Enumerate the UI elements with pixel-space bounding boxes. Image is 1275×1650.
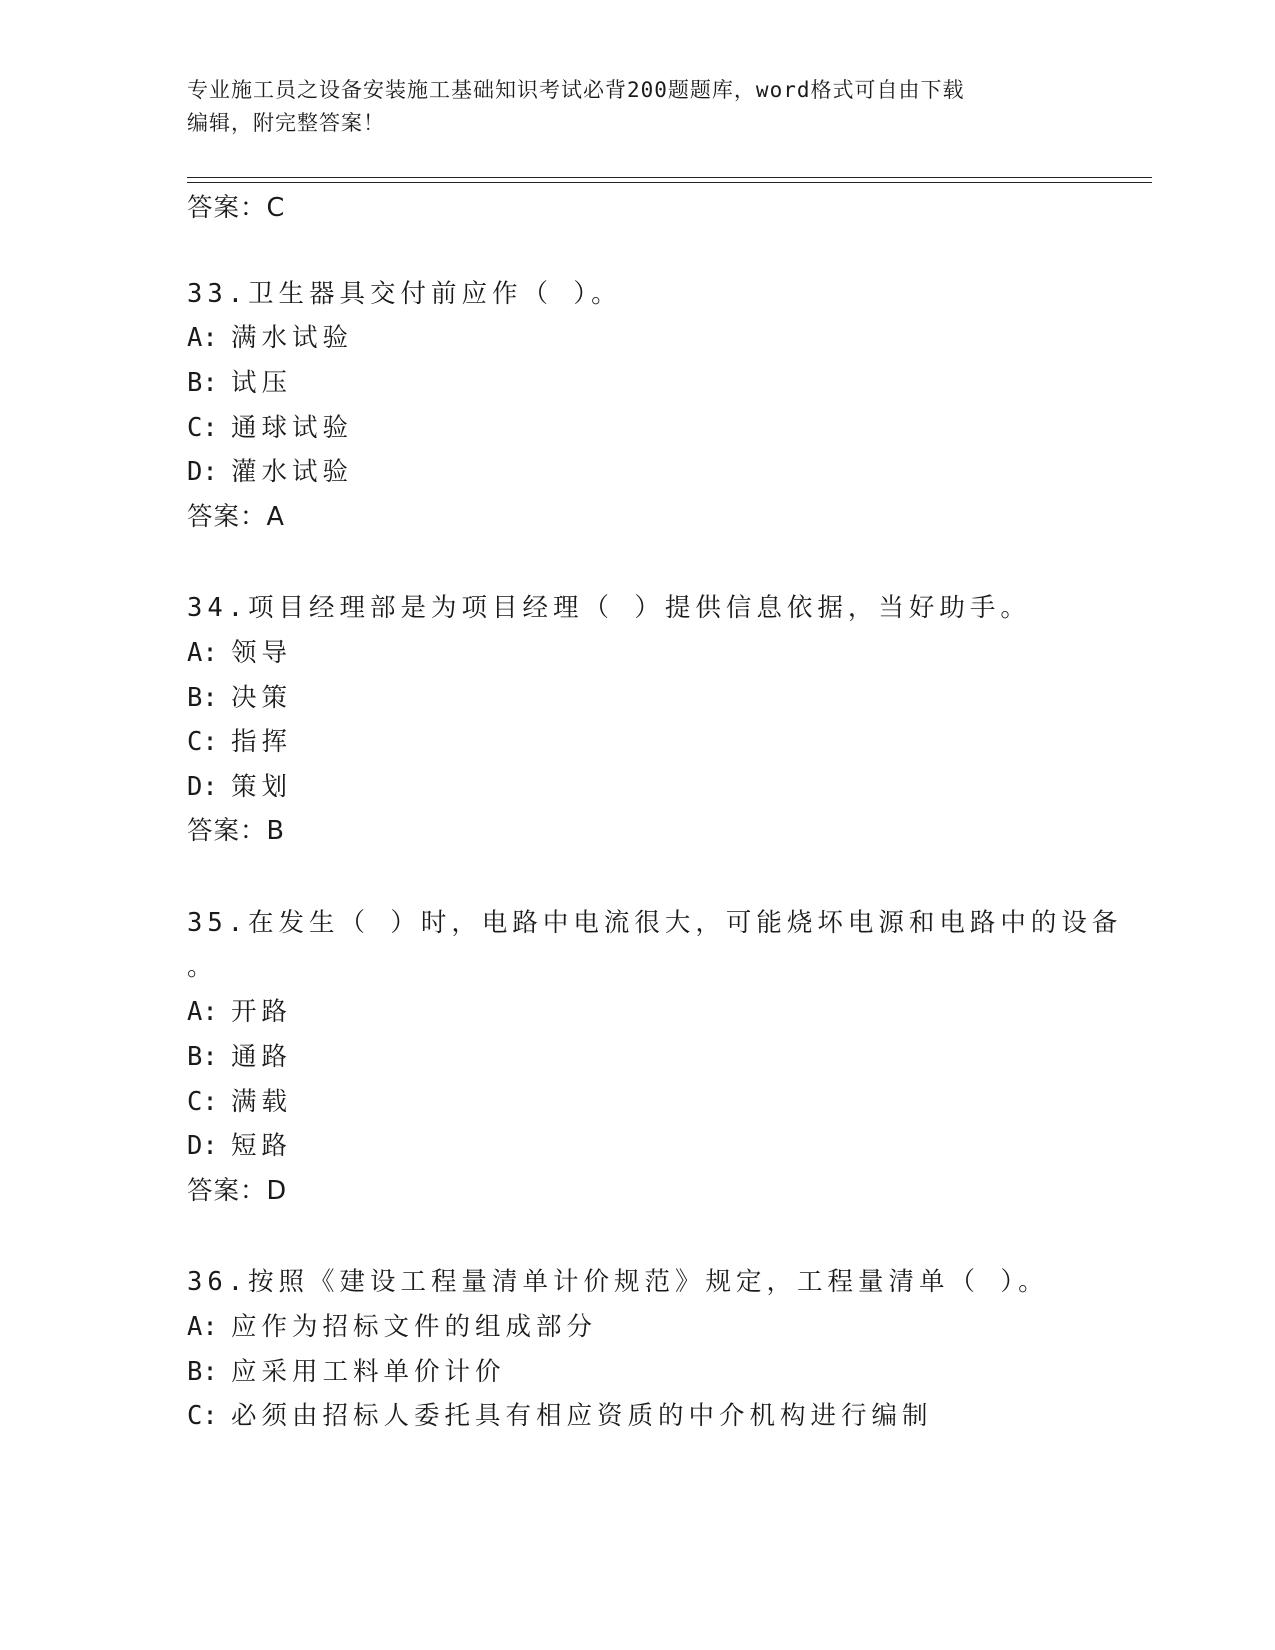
option-d <box>187 767 292 803</box>
option-d <box>187 452 353 488</box>
option-text: 灌水试验 <box>231 457 354 487</box>
answer-value: A <box>266 502 285 532</box>
option-label: C: <box>187 1401 218 1431</box>
question-stem: 36.按照《建设工程量清单计价规范》规定，工程量清单（ ）。 <box>187 1267 1049 1297</box>
option-label: A: <box>187 323 218 353</box>
option-b <box>187 678 292 714</box>
option-label: D: <box>187 772 218 802</box>
answer-line <box>187 811 285 847</box>
option-b <box>187 363 292 399</box>
option-b <box>187 1352 506 1388</box>
question-stem: 33.卫生器具交付前应作（ ）。 <box>187 279 622 309</box>
answer-value: B <box>266 816 286 846</box>
option-text: 领导 <box>231 638 293 668</box>
prev-answer <box>187 188 285 224</box>
option-label: B: <box>187 1357 218 1387</box>
option-a <box>187 633 292 669</box>
answer-prefix: 答案： <box>187 816 267 846</box>
header-title-line-2: 编辑，附完整答案！ <box>187 111 385 135</box>
option-b <box>187 1037 292 1073</box>
header-divider-bottom <box>187 182 1152 183</box>
option-c <box>187 408 353 444</box>
option-text: 指挥 <box>231 727 293 757</box>
answer-prefix: 答案： <box>187 193 267 223</box>
option-text: 应采用工料单价计价 <box>231 1357 506 1387</box>
option-text: 通路 <box>231 1042 293 1072</box>
option-label: C: <box>187 413 218 443</box>
option-a <box>187 1307 597 1343</box>
option-label: D: <box>187 457 218 487</box>
option-label: A: <box>187 1312 218 1342</box>
option-text: 通球试验 <box>231 413 354 443</box>
option-text: 决策 <box>231 683 293 713</box>
option-label: C: <box>187 1087 218 1117</box>
option-text: 应作为招标文件的组成部分 <box>231 1312 598 1342</box>
option-c <box>187 1082 292 1118</box>
option-text: 策划 <box>231 772 293 802</box>
answer-line <box>187 497 285 533</box>
question-stem-continued: 。 <box>187 952 218 982</box>
option-text: 试压 <box>231 368 293 398</box>
option-a <box>187 318 353 354</box>
option-label: D: <box>187 1131 218 1161</box>
header-title-line-1: 专业施工员之设备安装施工基础知识考试必背200题题库，word格式可自由下载 <box>187 78 965 102</box>
question-stem: 34.项目经理部是为项目经理（ ）提供信息依据，当好助手。 <box>187 593 1031 623</box>
option-label: A: <box>187 638 218 668</box>
option-d <box>187 1126 292 1162</box>
option-text: 开路 <box>231 997 293 1027</box>
answer-prefix: 答案： <box>187 502 267 532</box>
option-c <box>187 1396 933 1432</box>
option-label: B: <box>187 683 218 713</box>
answer-value: C <box>266 193 286 223</box>
option-label: B: <box>187 368 218 398</box>
header-divider-top <box>187 177 1152 178</box>
answer-line <box>187 1171 287 1207</box>
answer-value: D <box>266 1176 288 1206</box>
question-stem: 35.在发生（ ）时，电路中电流很大，可能烧坏电源和电路中的设备 <box>187 908 1123 938</box>
option-text: 短路 <box>231 1131 293 1161</box>
option-text: 满水试验 <box>231 323 354 353</box>
answer-prefix: 答案： <box>187 1176 267 1206</box>
option-label: B: <box>187 1042 218 1072</box>
option-text: 满载 <box>231 1087 293 1117</box>
document-header <box>187 74 1067 140</box>
option-label: A: <box>187 997 218 1027</box>
option-label: C: <box>187 727 218 757</box>
option-a <box>187 992 292 1028</box>
option-text: 必须由招标人委托具有相应资质的中介机构进行编制 <box>231 1401 933 1431</box>
option-c <box>187 722 292 758</box>
